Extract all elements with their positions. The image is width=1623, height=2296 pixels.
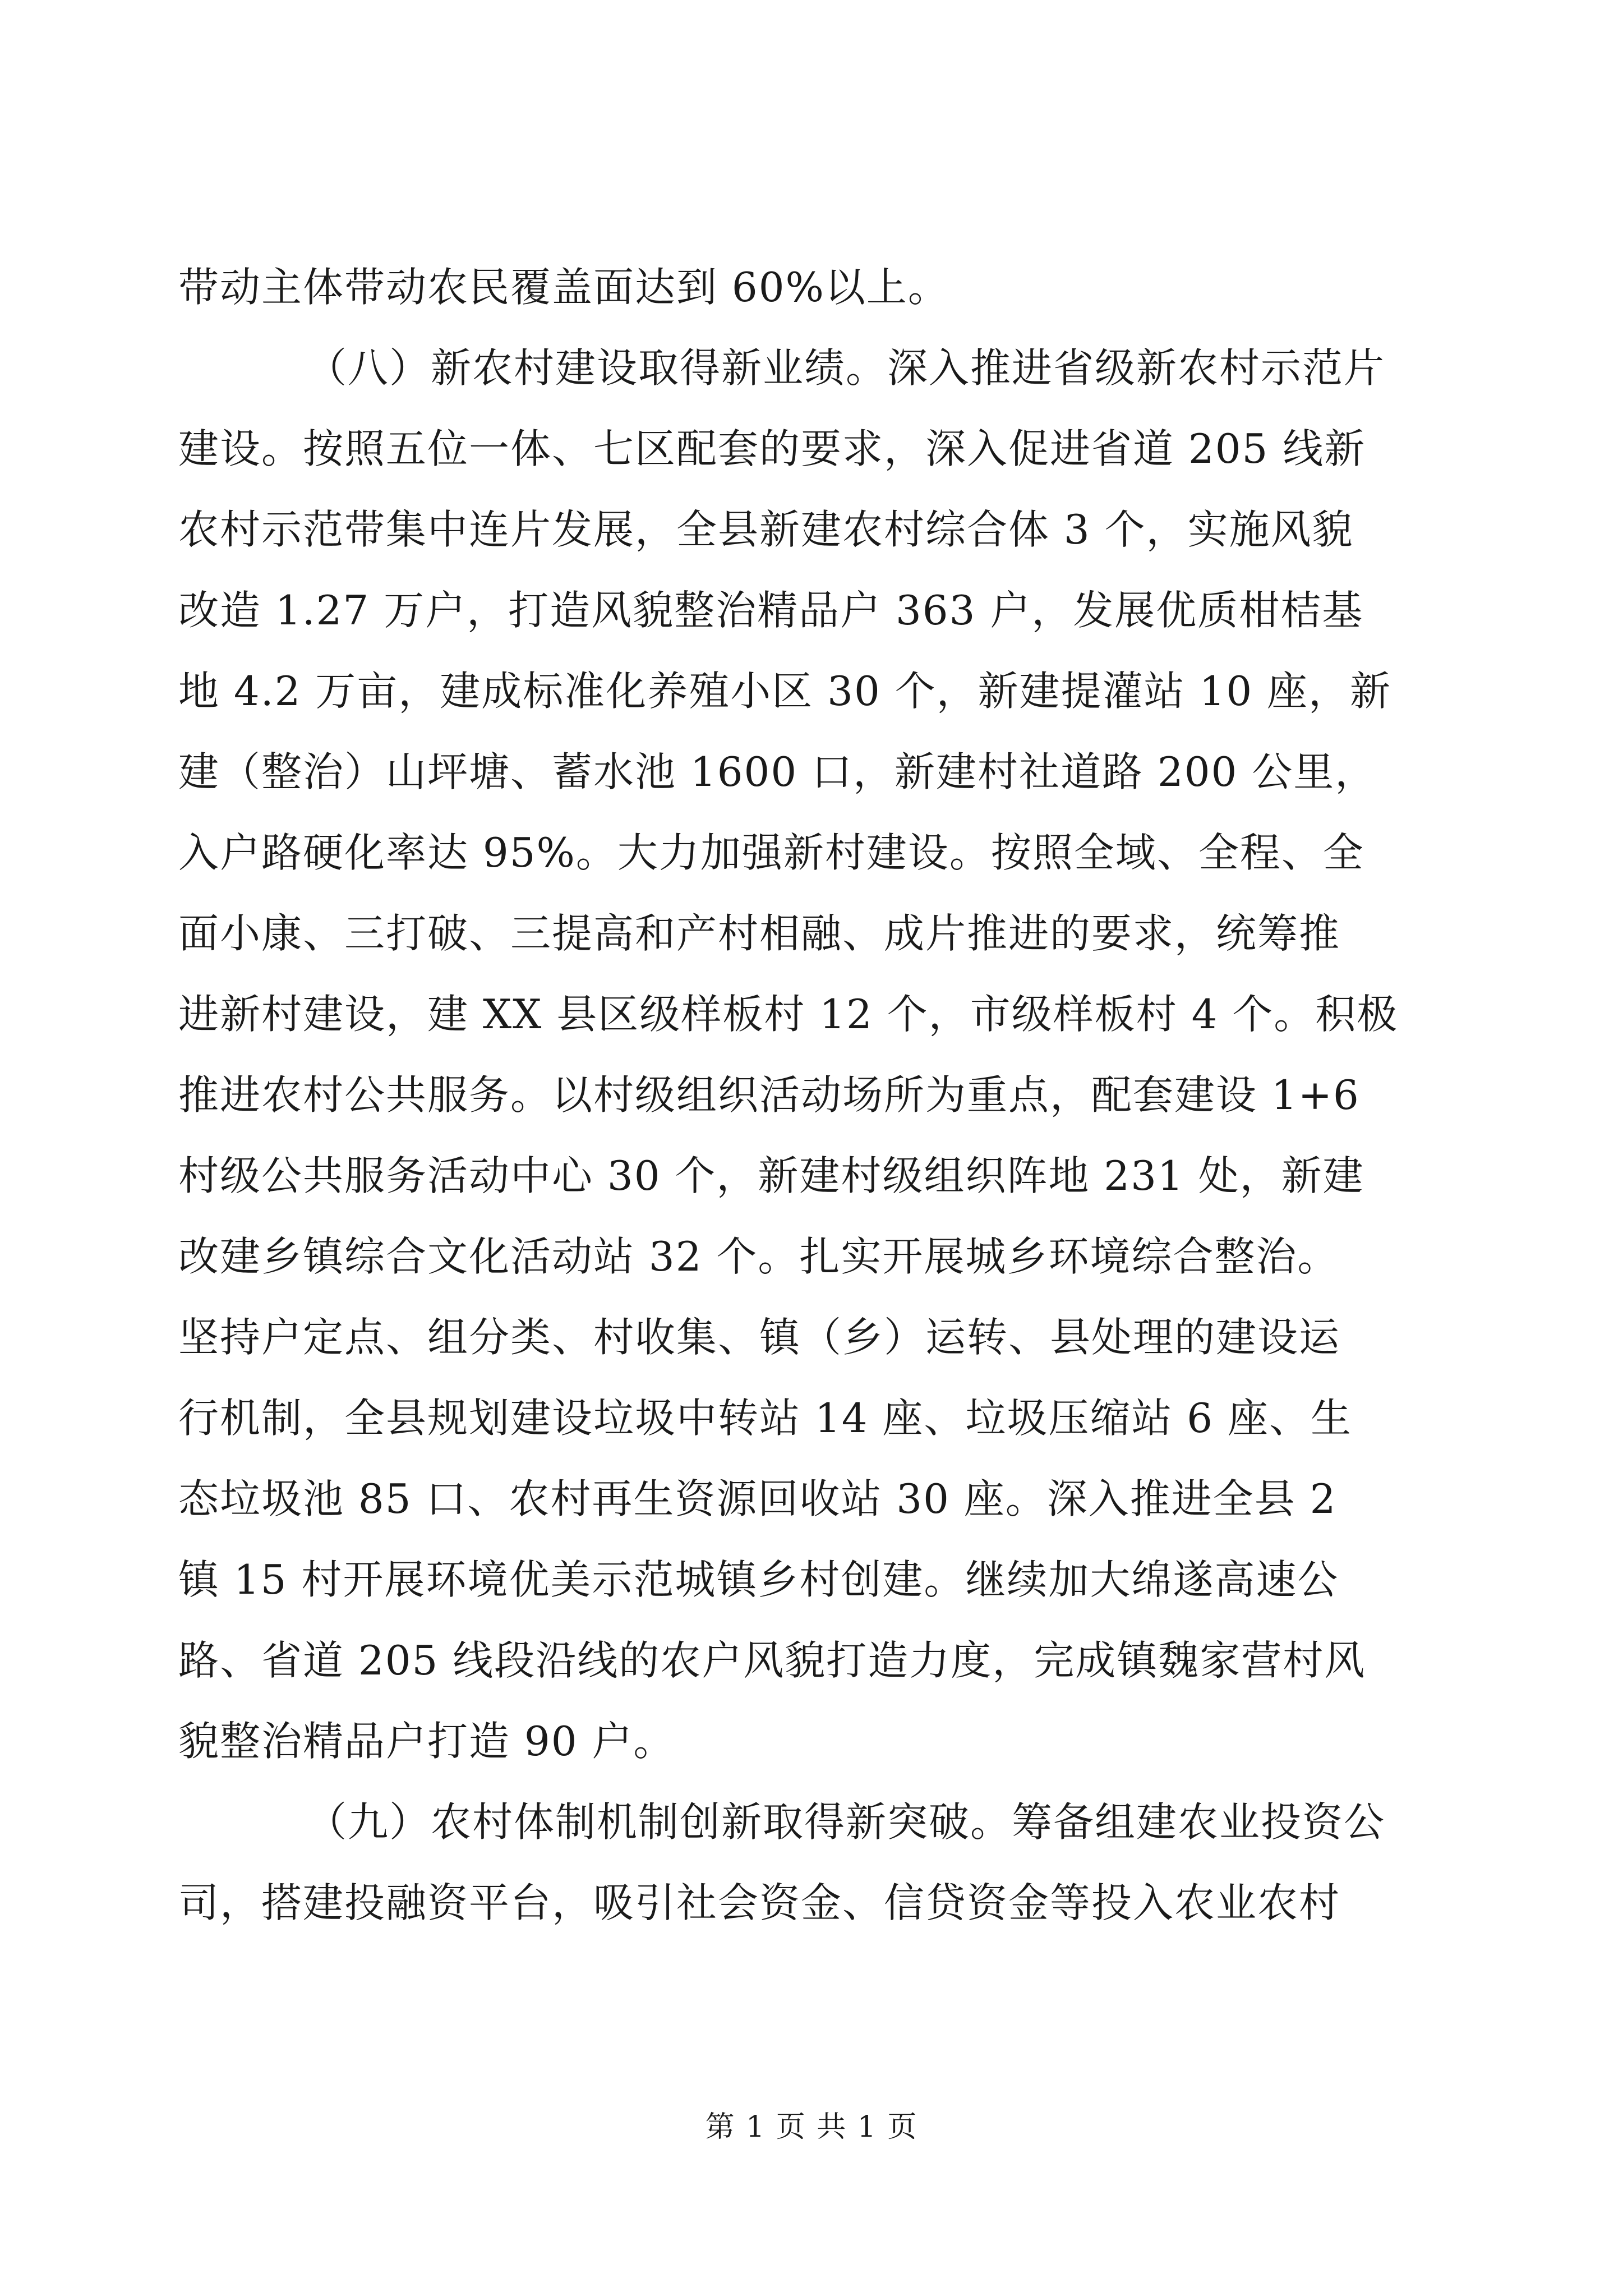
text-line: 入户路硬化率达 95%。大力加强新村建设。按照全域、全程、全	[178, 829, 1364, 876]
text-line: 建设。按照五位一体、七区配套的要求，深入促进省道 205 线新	[178, 425, 1366, 472]
text-line: 镇 15 村开展环境优美示范城镇乡村创建。继续加大绵遂高速公	[178, 1556, 1339, 1603]
page-number-label: 第 1 页 共 1 页	[705, 2110, 918, 2144]
text-line: 进新村建设，建 XX 县区级样板村 12 个，市级样板村 4 个。积极	[178, 991, 1399, 1038]
text-line: 村级公共服务活动中心 30 个，新建村级组织阵地 231 处，新建	[178, 1152, 1364, 1199]
text-line: 带动主体带动农民覆盖面达到 60%以上。	[178, 264, 949, 311]
text-line: 改建乡镇综合文化活动站 32 个。扎实开展城乡环境综合整治。	[178, 1233, 1339, 1280]
text-line: 农村示范带集中连片发展，全县新建农村综合体 3 个，实施风貌	[178, 506, 1354, 553]
paragraph-heading-line: （八）新农村建设取得新业绩。深入推进省级新农村示范片	[306, 344, 1386, 392]
paragraph-heading-line: （九）农村体制机制创新取得新突破。筹备组建农业投资公	[306, 1798, 1386, 1846]
text-line: 司，搭建投融资平台，吸引社会资金、信贷资金等投入农业农村	[178, 1879, 1341, 1926]
text-line: 地 4.2 万亩，建成标准化养殖小区 30 个，新建提灌站 10 座，新	[178, 668, 1392, 715]
text-line: 面小康、三打破、三提高和产村相融、成片推进的要求，统筹推	[178, 910, 1341, 957]
text-line: 改造 1.27 万户，打造风貌整治精品户 363 户，发展优质柑桔基	[178, 587, 1364, 634]
page-footer	[0, 2109, 1623, 2145]
text-line: 建（整治）山坪塘、蓄水池 1600 口，新建村社道路 200 公里，	[178, 748, 1377, 795]
document-body	[178, 247, 1446, 1943]
text-line: 路、省道 205 线段沿线的农户风貌打造力度，完成镇魏家营村风	[178, 1637, 1366, 1684]
text-line: 行机制，全县规划建设垃圾中转站 14 座、垃圾压缩站 6 座、生	[178, 1395, 1352, 1442]
text-line: 态垃圾池 85 口、农村再生资源回收站 30 座。深入推进全县 2	[178, 1475, 1337, 1522]
text-line: 貌整治精品户打造 90 户。	[178, 1718, 675, 1765]
text-line: 推进农村公共服务。以村级组织活动场所为重点，配套建设 1+6	[178, 1071, 1360, 1119]
text-line: 坚持户定点、组分类、村收集、镇（乡）运转、县处理的建设运	[178, 1314, 1341, 1361]
